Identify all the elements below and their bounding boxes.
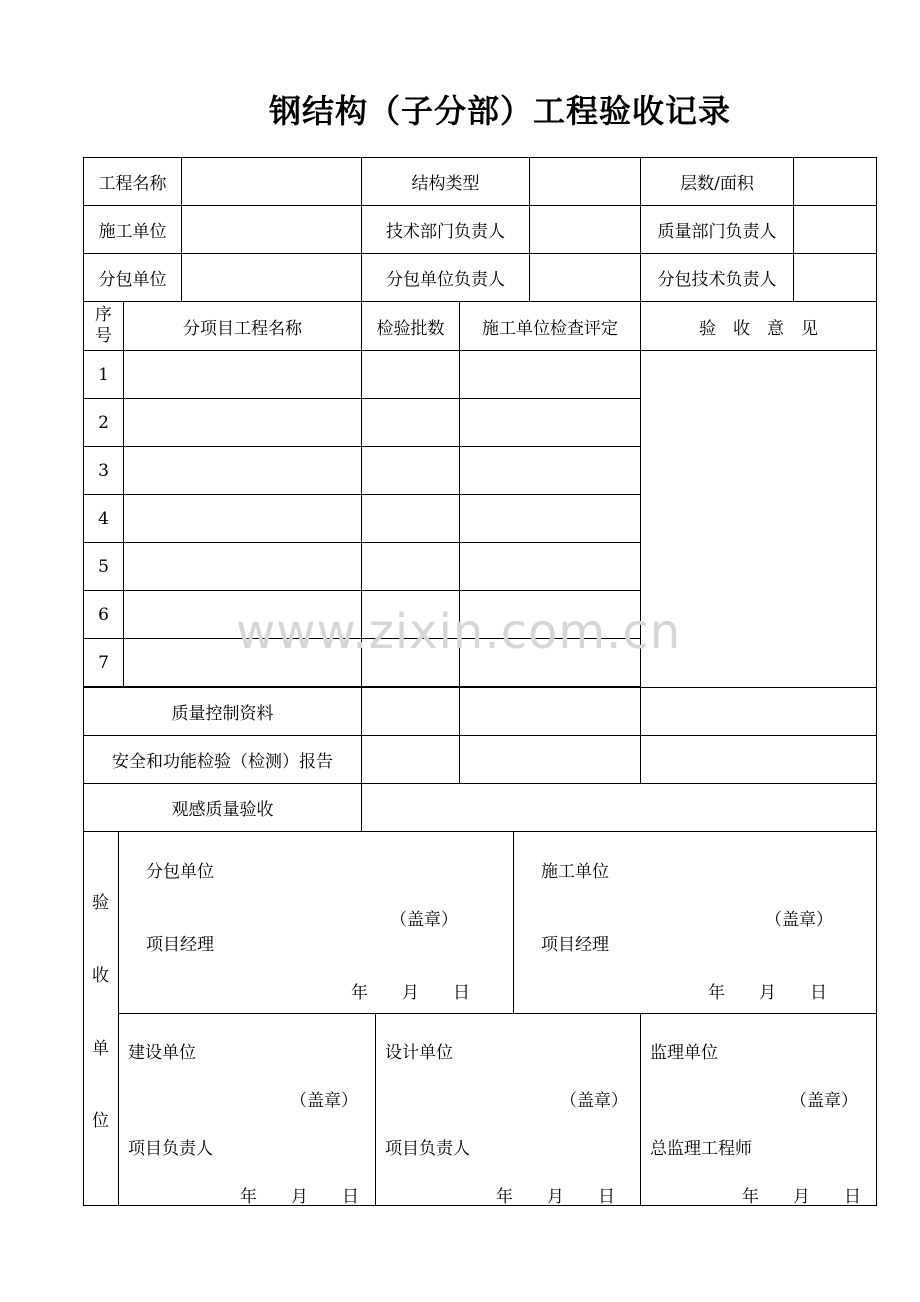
- designer-seal: （盖章）: [560, 1091, 628, 1111]
- watermark: www.zixin.com.cn: [236, 604, 682, 660]
- subcontractor-seal: （盖章）: [390, 910, 458, 930]
- row-evaluation-field[interactable]: [459, 542, 641, 591]
- supervisor-person: 总监理工程师: [650, 1139, 752, 1159]
- row-subitem-name-field[interactable]: [123, 638, 362, 687]
- row-number: 4: [83, 494, 124, 543]
- row-number: 7: [83, 638, 124, 687]
- acceptance-side-char-2: 收: [92, 966, 109, 986]
- contractor-person: 项目经理: [541, 935, 609, 955]
- tech-dept-head-field[interactable]: [529, 205, 641, 254]
- supervisor-date: 年 月 日: [742, 1187, 861, 1207]
- contractor-field[interactable]: [181, 205, 362, 254]
- row-batch-count-field[interactable]: [361, 446, 460, 495]
- acceptance-side-char-3: 单: [92, 1039, 109, 1059]
- subitem-name-header: 分项目工程名称: [123, 301, 362, 351]
- row-subitem-name-field[interactable]: [123, 398, 362, 447]
- appearance-field[interactable]: [361, 783, 877, 832]
- tech-dept-head-label: 技术部门负责人: [361, 205, 530, 254]
- supervisor-sign-label: 监理单位: [650, 1043, 718, 1063]
- subcontractor-tech-head-field[interactable]: [793, 253, 877, 302]
- row-batch-count-field[interactable]: [361, 350, 460, 399]
- owner-sign-label: 建设单位: [128, 1043, 196, 1063]
- quality-docs-label: 质量控制资料: [83, 687, 362, 736]
- quality-dept-head-label: 质量部门负责人: [640, 205, 794, 254]
- subcontractor-field[interactable]: [181, 253, 362, 302]
- row-number: 3: [83, 446, 124, 495]
- floors-area-label: 层数/面积: [640, 157, 794, 206]
- appearance-label: 观感质量验收: [83, 783, 362, 832]
- quality-docs-opinion-field[interactable]: [640, 687, 877, 736]
- subcontractor-head-label: 分包单位负责人: [361, 253, 530, 302]
- row-subitem-name-field[interactable]: [123, 542, 362, 591]
- designer-date: 年 月 日: [496, 1187, 615, 1207]
- quality-dept-head-field[interactable]: [793, 205, 877, 254]
- seq-header-char2: 号: [95, 326, 112, 346]
- acceptance-side-char-4: 位: [92, 1111, 109, 1131]
- seq-header: [83, 301, 124, 351]
- structure-type-field[interactable]: [529, 157, 641, 206]
- subcontractor-sign-label: 分包单位: [146, 862, 214, 882]
- row-evaluation-field[interactable]: [459, 494, 641, 543]
- safety-report-opinion-field[interactable]: [640, 735, 877, 784]
- designer-sign-label: 设计单位: [385, 1043, 453, 1063]
- acceptance-opinion-field[interactable]: [640, 350, 877, 688]
- row-batch-count-field[interactable]: [361, 542, 460, 591]
- quality-docs-eval-field[interactable]: [459, 687, 641, 736]
- batch-count-header: 检验批数: [361, 301, 460, 351]
- contractor-label: 施工单位: [83, 205, 182, 254]
- contractor-sign-label: 施工单位: [541, 862, 609, 882]
- subcontractor-tech-head-label: 分包技术负责人: [640, 253, 794, 302]
- subcontractor-head-field[interactable]: [529, 253, 641, 302]
- row-evaluation-field[interactable]: [459, 350, 641, 399]
- row-number: 6: [83, 590, 124, 639]
- row-subitem-name-field[interactable]: [123, 590, 362, 639]
- structure-type-label: 结构类型: [361, 157, 530, 206]
- contractor-evaluation-header: 施工单位检查评定: [459, 301, 641, 351]
- project-name-label: 工程名称: [83, 157, 182, 206]
- owner-seal: （盖章）: [290, 1091, 358, 1111]
- contractor-date: 年 月 日: [708, 983, 827, 1003]
- designer-person: 项目负责人: [385, 1139, 470, 1159]
- floors-area-field[interactable]: [793, 157, 877, 206]
- row-subitem-name-field[interactable]: [123, 350, 362, 399]
- subcontractor-date: 年 月 日: [351, 983, 470, 1003]
- subcontractor-label: 分包单位: [83, 253, 182, 302]
- owner-date: 年 月 日: [240, 1187, 359, 1207]
- row-evaluation-field[interactable]: [459, 398, 641, 447]
- contractor-seal: （盖章）: [765, 910, 833, 930]
- acceptance-side-char-1: 验: [92, 893, 109, 913]
- supervisor-seal: （盖章）: [790, 1091, 858, 1111]
- acceptance-opinion-header: 验 收 意 见: [640, 301, 877, 351]
- seq-header-char1: 序: [95, 305, 112, 325]
- row-batch-count-field[interactable]: [361, 590, 460, 639]
- page-title: 钢结构（子分部）工程验收记录: [268, 92, 731, 130]
- quality-docs-count-field[interactable]: [361, 687, 460, 736]
- row-number: 5: [83, 542, 124, 591]
- row-number: 2: [83, 398, 124, 447]
- row-subitem-name-field[interactable]: [123, 446, 362, 495]
- row-batch-count-field[interactable]: [361, 398, 460, 447]
- safety-report-count-field[interactable]: [361, 735, 460, 784]
- safety-report-eval-field[interactable]: [459, 735, 641, 784]
- row-evaluation-field[interactable]: [459, 446, 641, 495]
- project-name-field[interactable]: [181, 157, 362, 206]
- row-batch-count-field[interactable]: [361, 494, 460, 543]
- row-evaluation-field[interactable]: [459, 638, 641, 687]
- row-number: 1: [83, 350, 124, 399]
- safety-report-label: 安全和功能检验（检测）报告: [83, 735, 362, 784]
- owner-person: 项目负责人: [128, 1139, 213, 1159]
- subcontractor-person: 项目经理: [146, 935, 214, 955]
- row-subitem-name-field[interactable]: [123, 494, 362, 543]
- row-batch-count-field[interactable]: [361, 638, 460, 687]
- row-evaluation-field[interactable]: [459, 590, 641, 639]
